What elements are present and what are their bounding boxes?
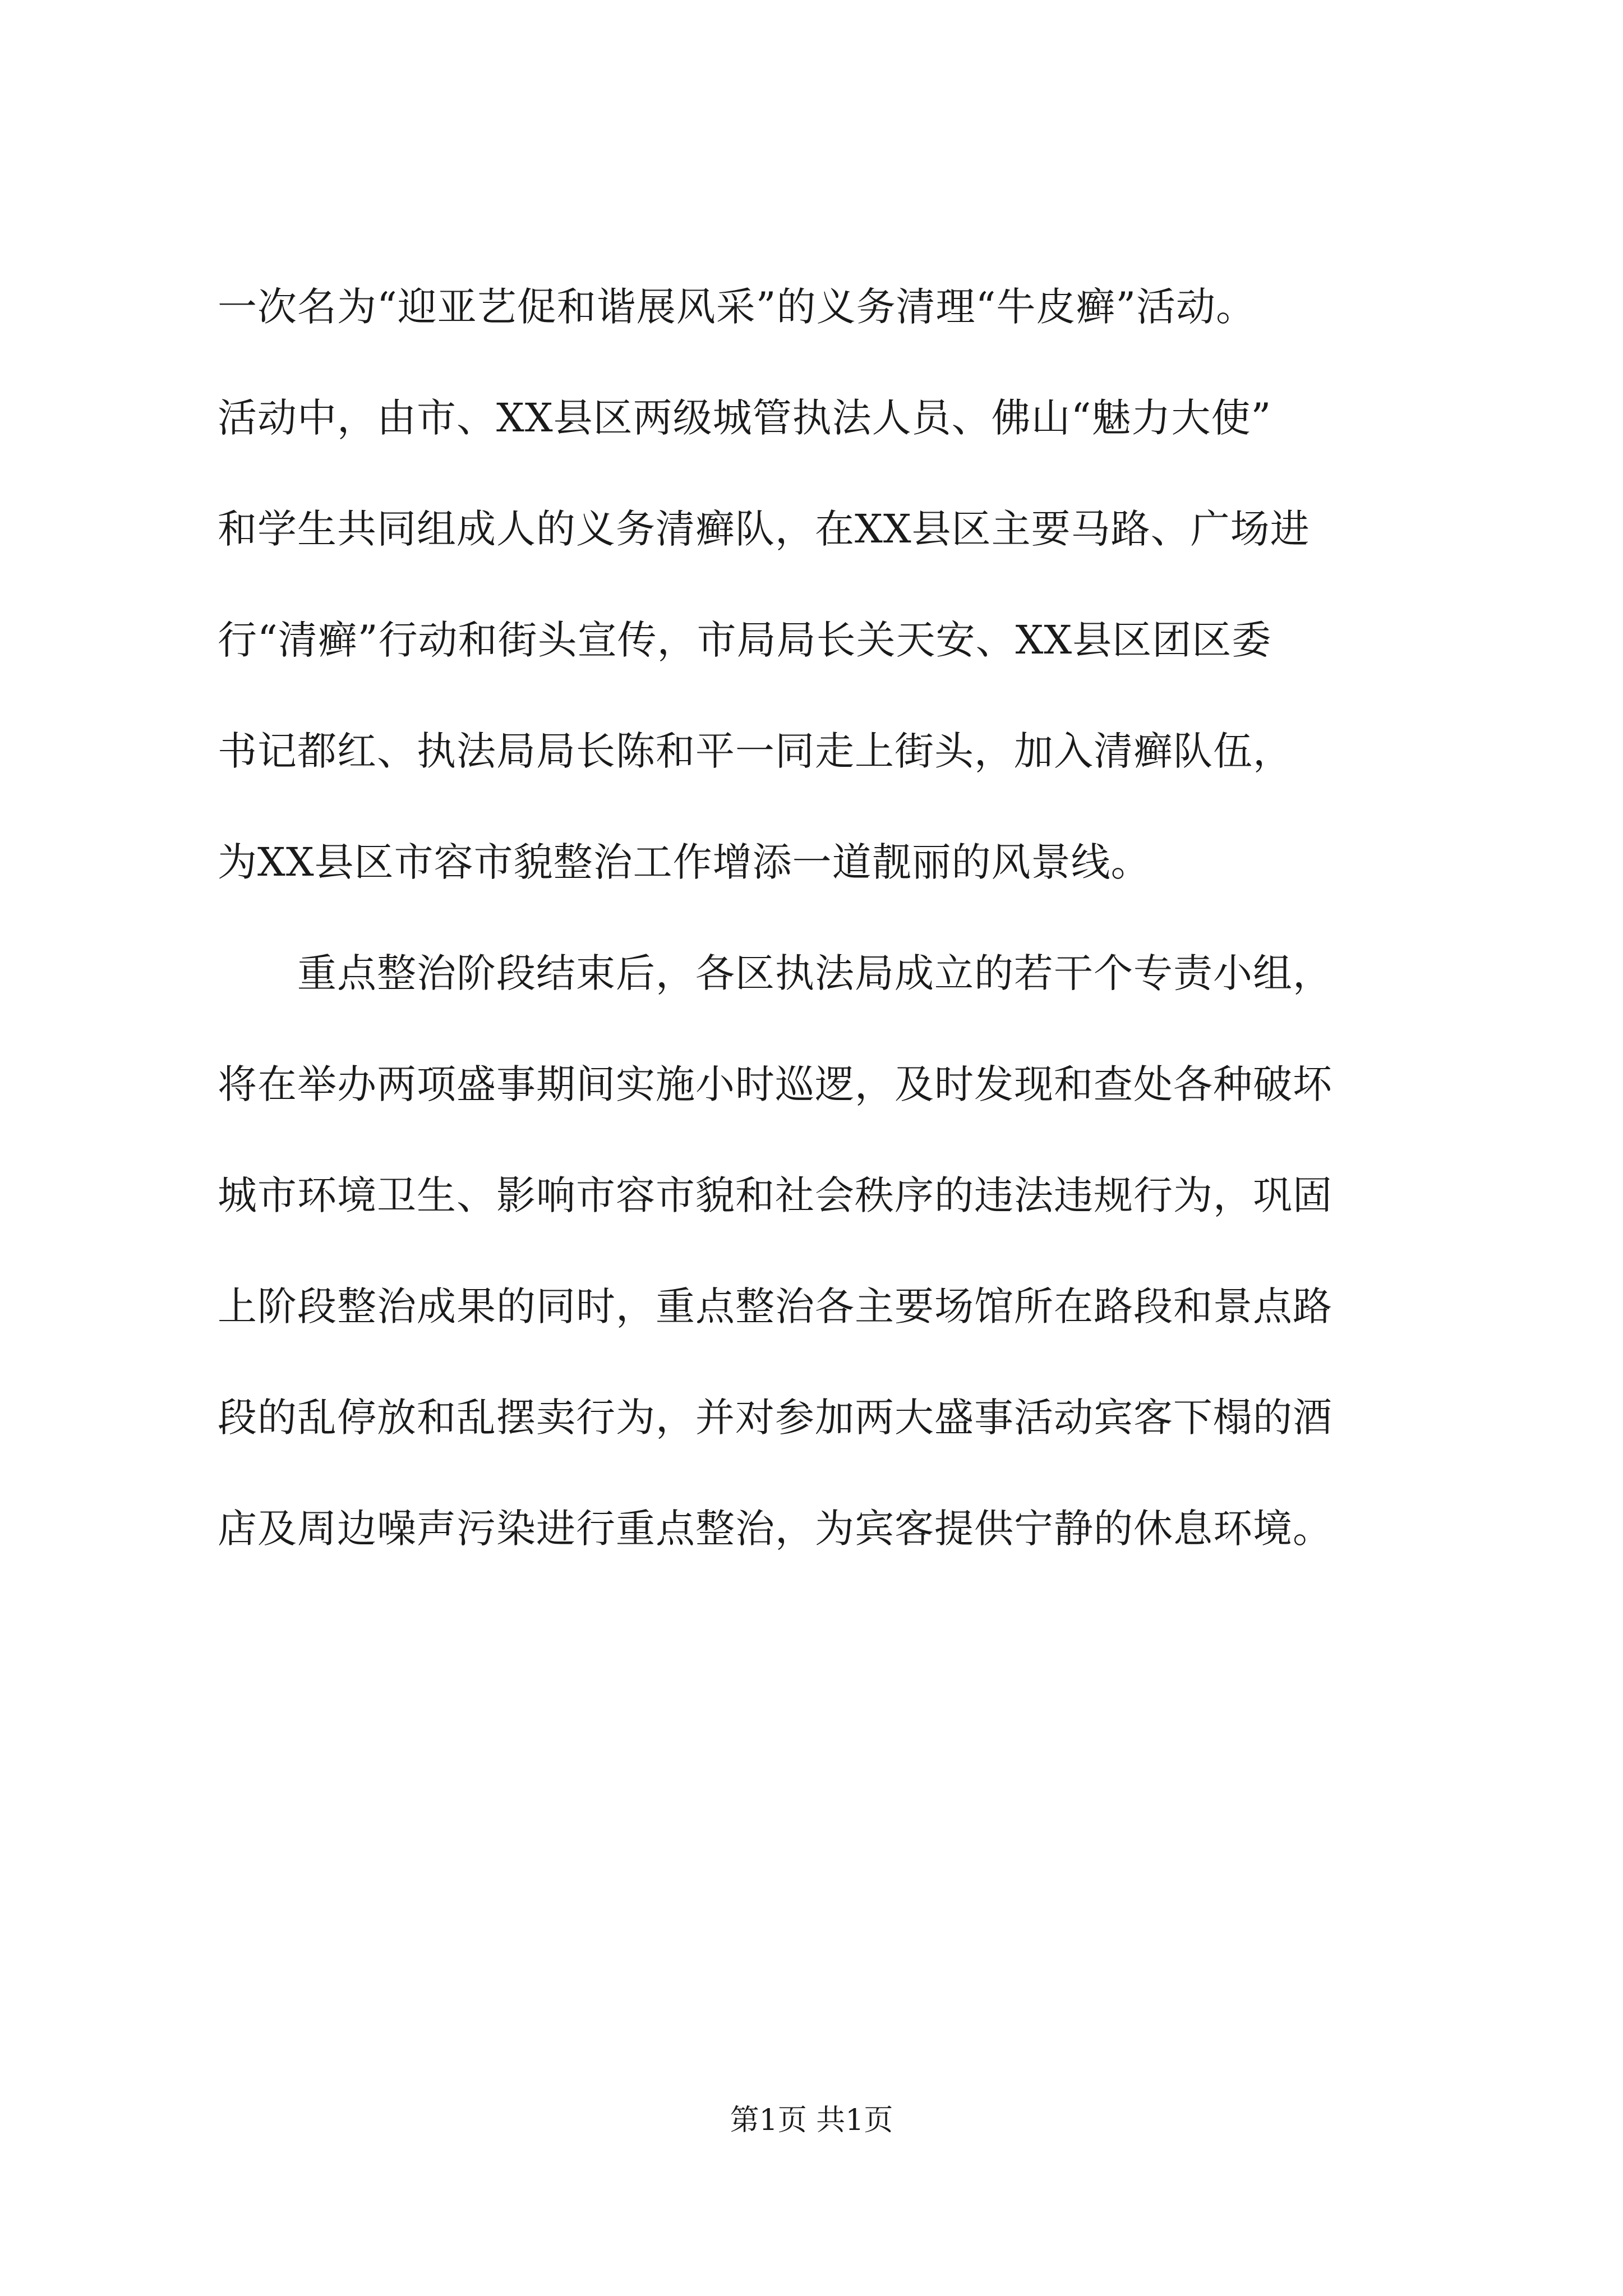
text-line: 一次名为“迎亚艺促和谐展风采”的义务清理“牛皮癣”活动。: [218, 284, 1256, 330]
text-line: 为XX县区市容市貌整治工作增添一道靓丽的风景线。: [218, 839, 1151, 885]
text-line: 书记都红、执法局局长陈和平一同走上街头，加入清癣队伍，: [218, 728, 1293, 774]
text-line: 和学生共同组成人的义务清癣队，在XX县区主要马路、广场进: [218, 506, 1310, 552]
text-line: 行“清癣”行动和街头宣传，市局局长关天安、XX县区团区委: [218, 617, 1272, 663]
body-text: [218, 251, 1418, 1584]
text-line: 重点整治阶段结束后，各区执法局成立的若干个专责小组，: [218, 950, 1332, 996]
text-line: 城市环境卫生、影响市容市貌和社会秩序的违法违规行为，巩固: [218, 1172, 1332, 1218]
text-line: 段的乱停放和乱摆卖行为，并对参加两大盛事活动宾客下榻的酒: [218, 1395, 1332, 1441]
text-line: 将在举办两项盛事期间实施小时巡逻，及时发现和查处各种破坏: [218, 1061, 1332, 1107]
page-footer: 第1页 共1页: [730, 2104, 893, 2137]
text-line: 活动中，由市、XX县区两级城管执法人员、佛山“魅力大使”: [218, 395, 1272, 441]
text-line: 上阶段整治成果的同时，重点整治各主要场馆所在路段和景点路: [218, 1283, 1332, 1329]
text-line: 店及周边噪声污染进行重点整治，为宾客提供宁静的休息环境。: [218, 1506, 1332, 1552]
